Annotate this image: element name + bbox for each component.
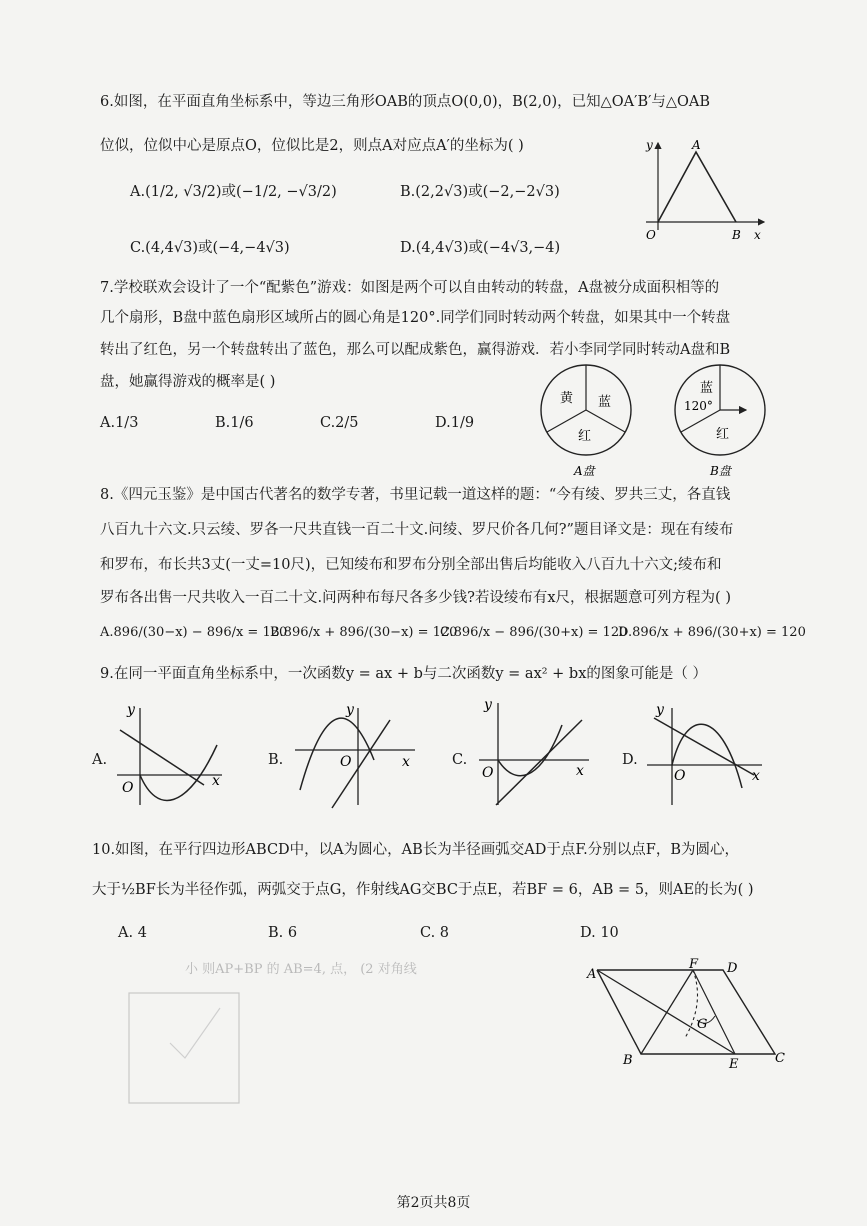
q10-option-d: D. 10 bbox=[580, 925, 619, 941]
q9-b-x-label: x bbox=[402, 754, 410, 770]
q9-a-origin-label: O bbox=[122, 780, 134, 796]
q6-triangle-oab bbox=[658, 152, 736, 222]
q9-graph-d bbox=[642, 700, 767, 810]
q6-label-a: A bbox=[692, 138, 701, 152]
q6-option-d: D.(4,4√3)或(−4√3,−4) bbox=[400, 240, 561, 256]
q10-label-a: A bbox=[587, 967, 597, 982]
q9-a-x-label: x bbox=[212, 773, 220, 789]
q10-option-a: A. 4 bbox=[118, 925, 147, 941]
q10-option-c: C. 8 bbox=[420, 925, 450, 941]
q9-c-origin-label: O bbox=[482, 765, 494, 781]
q9-option-d-letter: D. bbox=[622, 752, 638, 768]
q9-d-y-label: y bbox=[656, 702, 664, 718]
disk-a-blue-label: 蓝 bbox=[598, 395, 612, 410]
bleed-through-figure bbox=[125, 988, 245, 1108]
q9-option-a-letter: A. bbox=[92, 752, 108, 768]
q6-triangle-figure bbox=[636, 135, 776, 250]
q6-label-y: y bbox=[646, 138, 653, 152]
q6-stem-line1: 6.如图，在平面直角坐标系中，等边三角形OAB的顶点O(0,0)，B(2,0)，已知△OA′B′与△OAB bbox=[100, 94, 711, 110]
q7-stem-line1: 7.学校联欢会设计了一个“配紫色”游戏：如图是两个可以自由转动的转盘，A盘被分成面积相等的 bbox=[100, 280, 720, 296]
q9-d-origin-label: O bbox=[674, 768, 686, 784]
q7-option-a: A.1/3 bbox=[100, 415, 139, 431]
q6-stem-line2: 位似，位似中心是原点O，位似比是2，则点A对应点A′的坐标为( ) bbox=[100, 138, 524, 154]
q6-label-o: O bbox=[646, 228, 656, 242]
disk-b-angle-label: 120° bbox=[684, 399, 713, 413]
segment-bf bbox=[641, 970, 693, 1054]
page-footer: 第2页共8页 bbox=[396, 1195, 471, 1211]
q9-c-y-label: y bbox=[484, 697, 492, 713]
q9-graph-a bbox=[112, 700, 232, 810]
q7-disk-b bbox=[672, 362, 772, 482]
q10-label-b: B bbox=[623, 1053, 633, 1068]
q7-stem-line3: 转出了红色，另一个转盘转出了蓝色，那么可以配成紫色，赢得游戏．若小李同学同时转动A盘和B bbox=[100, 342, 731, 358]
q9-stem-line1: 9.在同一平面直角坐标系中，一次函数y = ax + b与二次函数y = ax² + bx的图象可能是（ ） bbox=[100, 666, 707, 682]
disk-a-red-label: 红 bbox=[578, 429, 592, 444]
disk-b-red-label: 红 bbox=[716, 427, 730, 442]
q8-stem-line2: 八百九十六文.只云绫、罗各一尺共直钱一百二十文.问绫、罗尺价各几何?”题目译文是：现在有绫布 bbox=[100, 522, 734, 538]
disk-b-blue-label: 蓝 bbox=[700, 381, 714, 396]
q8-stem-line4: 罗布各出售一尺共收入一百二十文.问两种布每尺各多少钱?若设绫布有x尺，根据题意可列方程为( ) bbox=[100, 590, 731, 606]
q6-label-b: B bbox=[732, 228, 741, 242]
q7-stem-line2: 几个扇形，B盘中蓝色扇形区域所占的圆心角是120°.同学们同时转动两个转盘，如果其中一个转盘 bbox=[100, 310, 731, 326]
q6-option-c: C.(4,4√3)或(−4,−4√3) bbox=[130, 240, 290, 256]
q9-option-c-letter: C. bbox=[452, 752, 468, 768]
q7-option-b: B.1/6 bbox=[215, 415, 254, 431]
q7-disk-a bbox=[538, 362, 638, 482]
q6-label-x: x bbox=[754, 228, 761, 242]
q9-d-x-label: x bbox=[752, 768, 760, 784]
q8-stem-line3: 和罗布，布长共3丈(一丈=10尺)，已知绫布和罗布分别全部出售后均能收入八百九十六文;绫布和 bbox=[100, 557, 722, 573]
disk-a-caption: A盘 bbox=[574, 464, 595, 478]
q10-parallelogram-figure bbox=[585, 958, 790, 1073]
q8-option-c: C.896/x − 896/(30+x) = 120 bbox=[440, 625, 628, 640]
q9-b-origin-label: O bbox=[340, 754, 352, 770]
q10-stem-line1: 10.如图，在平行四边形ABCD中，以A为圆心，AB长为半径画弧交AD于点F.分别以点F，B为圆心， bbox=[92, 842, 739, 858]
q10-option-b: B. 6 bbox=[268, 925, 298, 941]
q10-stem-line2: 大于½BF长为半径作弧，两弧交于点G，作射线AG交BC于点E，若BF = 6，AB = 5，则AE的长为( ) bbox=[92, 882, 754, 898]
q7-option-d: D.1/9 bbox=[435, 415, 475, 431]
q9-a-y-label: y bbox=[127, 702, 135, 718]
q10-label-c: C bbox=[775, 1051, 785, 1066]
q6-option-b: B.(2,2√3)或(−2,−2√3) bbox=[400, 184, 560, 200]
disk-a-yellow-label: 黄 bbox=[560, 391, 574, 406]
q9-b-y-label: y bbox=[346, 702, 354, 718]
q9-c-x-label: x bbox=[576, 763, 584, 779]
parallelogram-abcd bbox=[597, 970, 775, 1054]
q6-option-a: A.(1/2, √3/2)或(−1/2, −√3/2) bbox=[130, 184, 337, 200]
q9-graph-b bbox=[290, 700, 420, 810]
q8-option-d: D.896/x + 896/(30+x) = 120 bbox=[618, 625, 806, 640]
q10-label-d: D bbox=[727, 961, 738, 976]
q10-label-f: F bbox=[689, 958, 699, 972]
q7-stem-line4: 盘，她赢得游戏的概率是( ) bbox=[100, 374, 276, 390]
q8-option-b: B.896/x + 896/(30−x) = 120 bbox=[270, 625, 458, 640]
q7-option-c: C.2/5 bbox=[320, 415, 359, 431]
q8-stem-line1: 8.《四元玉鉴》是中国古代著名的数学专著，书里记载一道这样的题：“今有绫、罗共三丈，各直钱 bbox=[100, 487, 731, 503]
q10-label-g: G bbox=[697, 1017, 708, 1032]
q9-graph-c bbox=[474, 695, 594, 810]
q9-option-b-letter: B. bbox=[268, 752, 284, 768]
q10-label-e: E bbox=[729, 1057, 739, 1072]
q8-option-a: A.896/(30−x) − 896/x = 120 bbox=[100, 625, 288, 640]
bleed-through-text: 小 则AP+BP 的 AB=4, 点， (2 对角线 bbox=[185, 962, 417, 977]
disk-b-caption: B盘 bbox=[710, 464, 731, 478]
